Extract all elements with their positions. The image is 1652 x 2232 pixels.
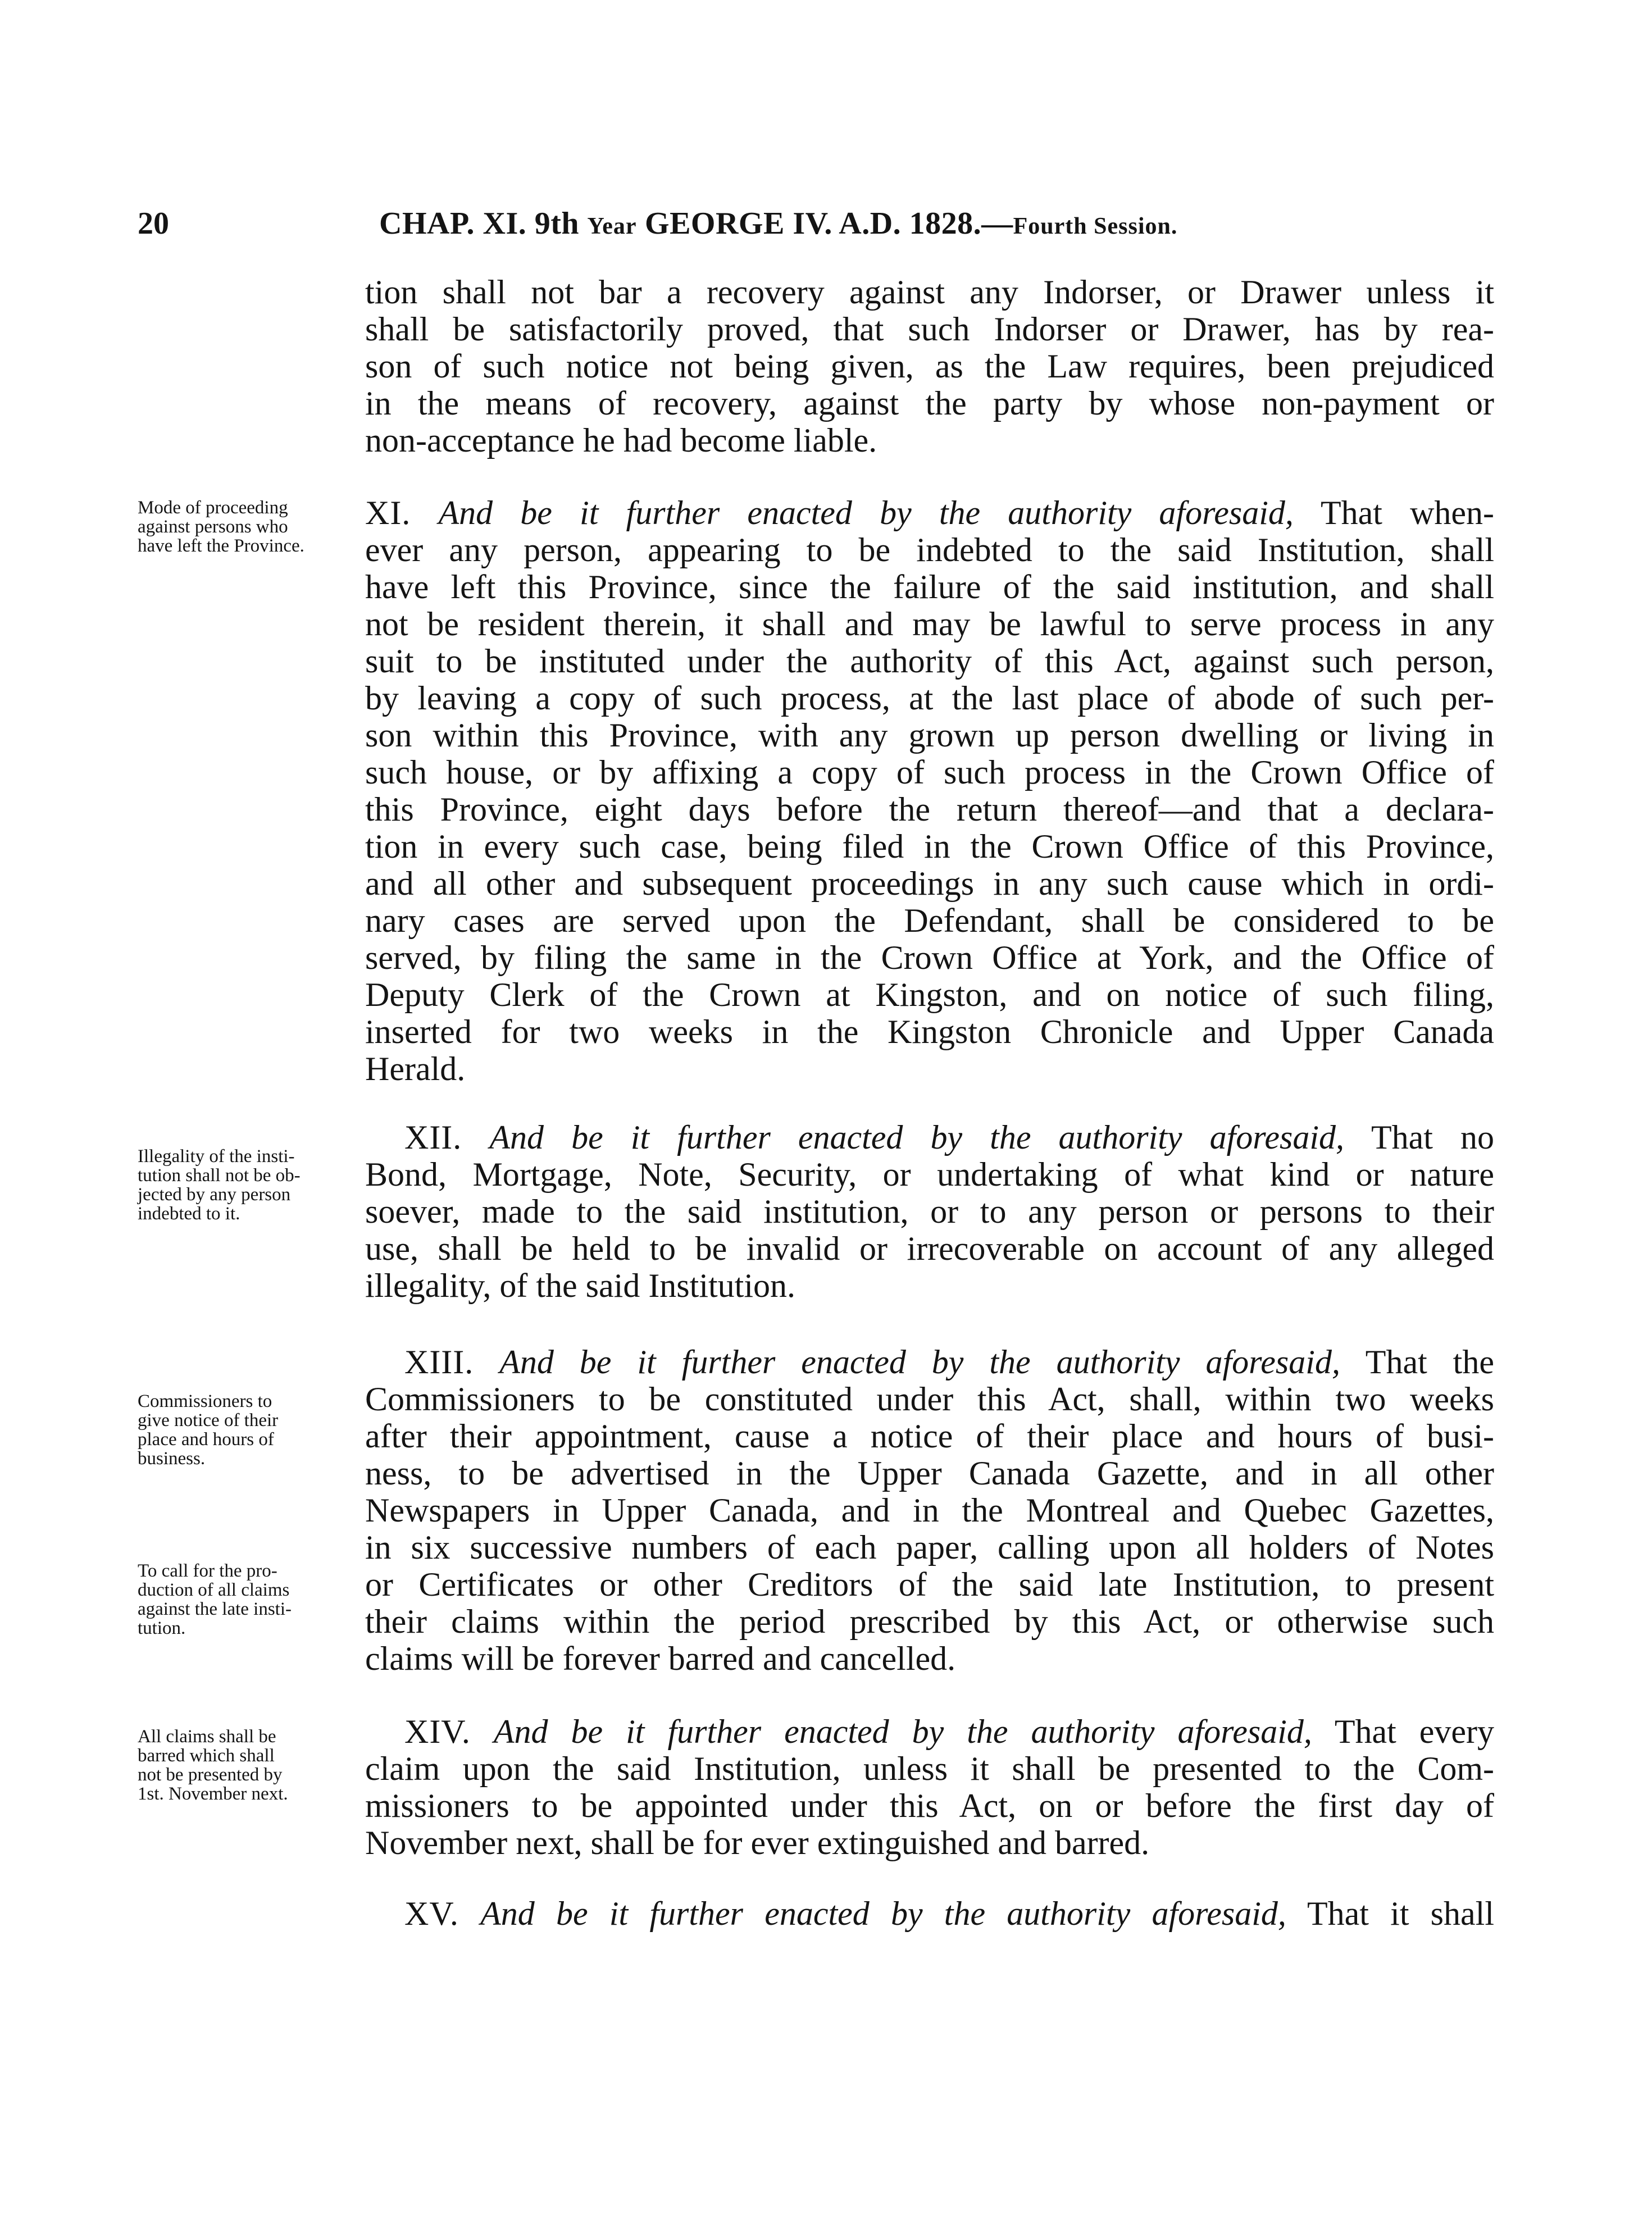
chapter-label: CHAP. XI. 9th	[379, 206, 580, 241]
section-line: suit to be instituted under the authority of this Act, against such person,	[365, 643, 1494, 680]
section-number: XI.	[365, 494, 411, 531]
margin-note-illegality	[138, 1147, 351, 1223]
margin-note-line: Mode of proceeding	[138, 498, 288, 518]
section-line: Commissioners to be constituted under this Act, shall, within two weeks	[365, 1381, 1494, 1418]
section-number: XII.	[404, 1119, 462, 1156]
section-line: missioners to be appointed under this Act, on or before the first day of	[365, 1787, 1494, 1824]
margin-note-line: To call for the pro-	[138, 1561, 277, 1581]
margin-note-line: All claims shall be	[138, 1727, 276, 1747]
margin-note-line: barred which shall	[138, 1746, 275, 1766]
margin-note-line: duction of all claims	[138, 1580, 290, 1600]
section-line: tion in every such case, being filed in the Crown Office of this Province,	[365, 828, 1494, 865]
section-line: or Certificates or other Creditors of the said late Institution, to present	[365, 1566, 1494, 1603]
section-heading-line	[365, 494, 1494, 531]
running-head-title	[379, 201, 1177, 249]
section-line: November next, shall be for ever extinguished and barred.	[365, 1824, 1150, 1861]
enacting-clause: And be it further enacted by the authority aforesaid,	[438, 494, 1294, 531]
section-heading-line	[404, 1713, 1494, 1750]
intro-line: non-acceptance he had become liable.	[365, 422, 877, 459]
section-text-start: That it shall	[1307, 1895, 1494, 1932]
section-heading-line	[404, 1895, 1494, 1932]
margin-note-line: against persons who	[138, 517, 288, 537]
margin-note-line: have left the Province.	[138, 536, 304, 556]
section-line: and all other and subsequent proceedings in any such cause which in ordi-	[365, 865, 1494, 902]
enacting-clause: And be it further enacted by the authority aforesaid,	[489, 1119, 1345, 1156]
enacting-clause: And be it further enacted by the authority aforesaid,	[480, 1895, 1286, 1932]
intro-line: son of such notice not being given, as the Law requires, been prejudiced	[365, 348, 1494, 385]
section-line: ever any person, appearing to be indebted to the said Institution, shall	[365, 531, 1494, 568]
section-line: Bond, Mortgage, Note, Security, or undertaking of what kind or nature	[365, 1156, 1494, 1193]
year-word: Year	[587, 213, 637, 239]
section-line: not be resident therein, it shall and may be lawful to serve process in any	[365, 605, 1494, 643]
section-line: by leaving a copy of such process, at the last place of abode of such per-	[365, 680, 1494, 717]
margin-note-line: Commissioners to	[138, 1391, 272, 1411]
margin-note-line: tution shall not be ob-	[138, 1165, 301, 1186]
section-line: inserted for two weeks in the Kingston Chronicle and Upper Canada	[365, 1013, 1494, 1050]
margin-note-line: 1st. November next.	[138, 1784, 288, 1804]
section-line: claims will be forever barred and cancelled.	[365, 1640, 956, 1677]
section-line: Herald.	[365, 1050, 466, 1087]
section-line: ness, to be advertised in the Upper Canada Gazette, and in all other	[365, 1455, 1494, 1492]
margin-note-line: tution.	[138, 1618, 186, 1638]
intro-line: in the means of recovery, against the party by whose non-payment or	[365, 385, 1494, 422]
reign-label: GEORGE IV. A.D. 1828.—	[645, 206, 1013, 241]
section-line: nary cases are served upon the Defendant, shall be considered to be	[365, 902, 1494, 939]
intro-line: tion shall not bar a recovery against any Indorser, or Drawer unless it	[365, 274, 1494, 311]
margin-note-line: jected by any person	[138, 1185, 291, 1205]
section-line: illegality, of the said Institution.	[365, 1267, 795, 1304]
section-line: claim upon the said Institution, unless it shall be presented to the Com-	[365, 1750, 1494, 1787]
margin-note-call-for-claims	[138, 1561, 351, 1638]
margin-note-line: business.	[138, 1448, 206, 1469]
enacting-clause: And be it further enacted by the authority aforesaid,	[499, 1343, 1340, 1381]
section-line: in six successive numbers of each paper, calling upon all holders of Notes	[365, 1529, 1494, 1566]
section-line: this Province, eight days before the return thereof—and that a declara-	[365, 791, 1494, 828]
section-line: served, by filing the same in the Crown Office at York, and the Office of	[365, 939, 1494, 976]
section-text-start: That the	[1365, 1343, 1494, 1381]
section-line: soever, made to the said institution, or to any person or persons to their	[365, 1193, 1494, 1230]
margin-note-line: not be presented by	[138, 1765, 283, 1785]
running-header	[138, 201, 1486, 246]
section-text-start: That every	[1334, 1713, 1495, 1750]
intro-line: shall be satisfactorily proved, that such Indorser or Drawer, has by rea-	[365, 311, 1494, 348]
section-line: use, shall be held to be invalid or irrecoverable on account of any alleged	[365, 1230, 1494, 1267]
section-number: XV.	[404, 1895, 459, 1932]
section-line: son within this Province, with any grown up person dwelling or living in	[365, 717, 1494, 754]
section-heading-line	[404, 1343, 1494, 1381]
section-text-start: That when-	[1320, 494, 1495, 531]
section-line: such house, or by affixing a copy of such process in the Crown Office of	[365, 754, 1494, 791]
section-number: XIV.	[404, 1713, 471, 1750]
session-label: Fourth Session.	[1013, 213, 1178, 239]
section-line: have left this Province, since the failure of the said institution, and shall	[365, 568, 1494, 605]
margin-note-line: indebted to it.	[138, 1204, 240, 1224]
margin-note-line: place and hours of	[138, 1429, 274, 1450]
margin-note-line: against the late insti-	[138, 1599, 292, 1619]
enacting-clause: And be it further enacted by the authority aforesaid,	[493, 1713, 1312, 1750]
section-line: Deputy Clerk of the Crown at Kingston, and on notice of such filing,	[365, 976, 1494, 1013]
section-line: after their appointment, cause a notice of their place and hours of busi-	[365, 1418, 1494, 1455]
section-text-start: That no	[1371, 1119, 1495, 1156]
margin-note-commissioners-notice	[138, 1392, 351, 1468]
section-number: XIII.	[404, 1343, 474, 1381]
margin-note-mode-of-proceeding	[138, 498, 351, 555]
margin-note-claims-barred	[138, 1727, 351, 1803]
section-line: their claims within the period prescribed by this Act, or otherwise such	[365, 1603, 1494, 1640]
margin-note-line: Illegality of the insti-	[138, 1146, 295, 1167]
section-heading-line	[404, 1119, 1494, 1156]
margin-note-line: give notice of their	[138, 1410, 279, 1431]
section-line: Newspapers in Upper Canada, and in the Montreal and Quebec Gazettes,	[365, 1492, 1494, 1529]
page-number: 20	[138, 206, 169, 241]
